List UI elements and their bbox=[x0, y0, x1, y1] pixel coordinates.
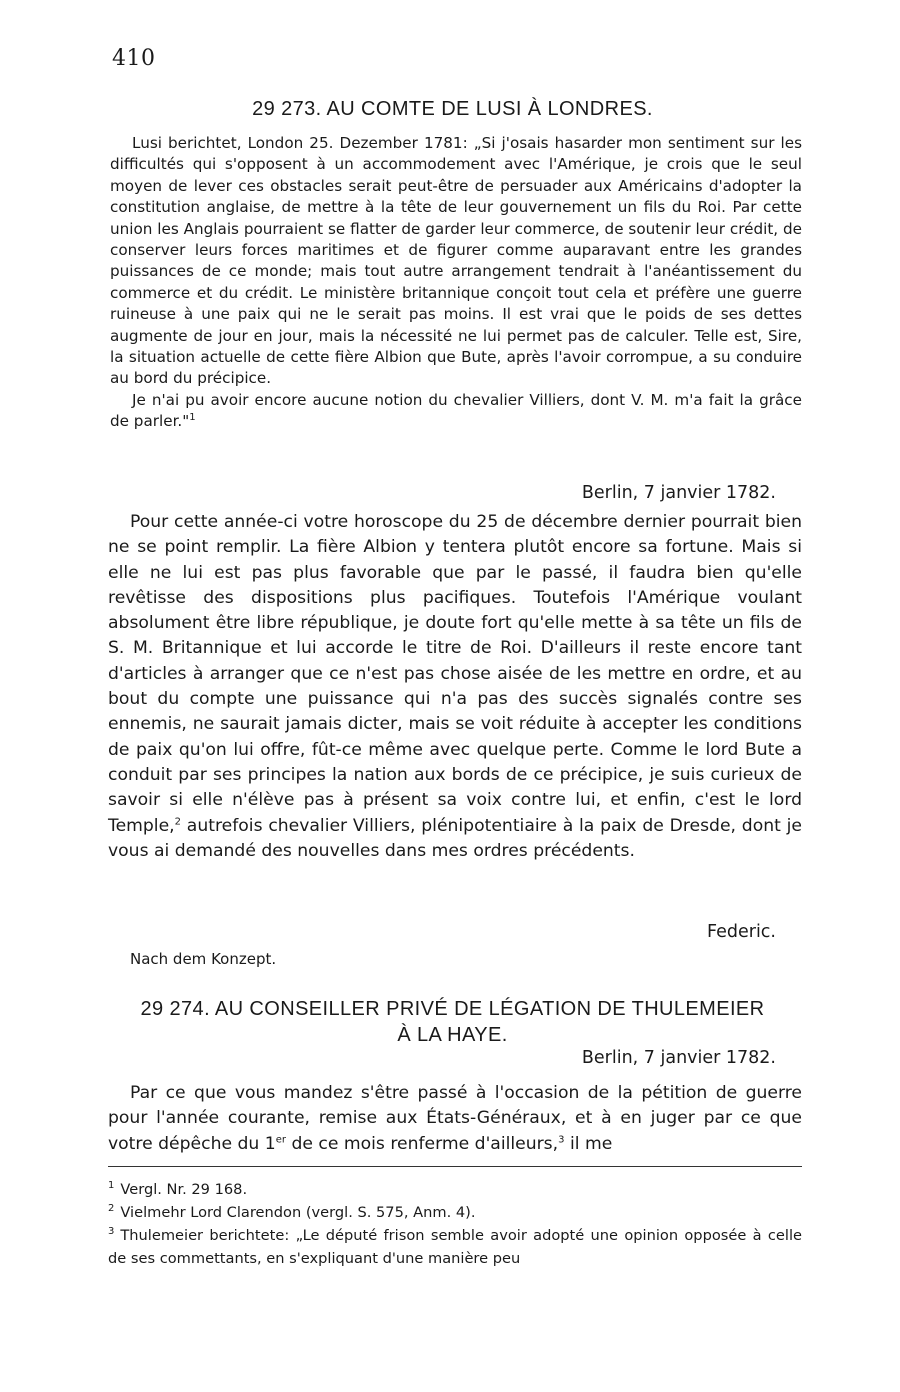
footnote-text: Vielmehr Lord Clarendon (vergl. S. 575, Anm. 4). bbox=[120, 1204, 476, 1221]
footnote-ref: 3 bbox=[558, 1133, 565, 1145]
letter-paragraph-text: Je n'ai pu avoir encore aucune notion du chevalier Villiers, dont V. M. m'a fait la grâce de parler." bbox=[110, 390, 802, 431]
body-paragraph-text: il me bbox=[564, 1133, 613, 1154]
source-note: Nach dem Konzept. bbox=[130, 950, 277, 968]
footnote bbox=[108, 1224, 802, 1270]
superscript-suffix: er bbox=[275, 1133, 286, 1145]
body-text bbox=[108, 1081, 802, 1157]
footnote bbox=[108, 1201, 802, 1224]
body-paragraph bbox=[108, 1081, 802, 1157]
footnote-mark: 3 bbox=[108, 1226, 115, 1238]
footnote-mark: 1 bbox=[108, 1180, 115, 1192]
letter-excerpt bbox=[110, 133, 802, 433]
body-paragraph-text: autrefois chevalier Villiers, plénipotentiaire à la paix de Dresde, dont je vous ai demandé des nouvelles dans mes ordres précédents. bbox=[108, 815, 802, 861]
footnote-text: Vergl. Nr. 29 168. bbox=[120, 1181, 248, 1198]
dateline: Berlin, 7 janvier 1782. bbox=[581, 1048, 776, 1068]
body-paragraph-text: de ce mois renferme d'ailleurs, bbox=[285, 1133, 559, 1154]
dateline: Berlin, 7 janvier 1782. bbox=[581, 483, 776, 503]
letter-paragraph bbox=[110, 390, 802, 433]
footnote-ref: 1 bbox=[189, 412, 196, 424]
body-text bbox=[108, 510, 802, 864]
body-paragraph-text: Par ce que vous mandez s'être passé à l'occasion de la pétition de guerre pour l'année courante, remise aux États-Généraux, et à en juger par ce que votre dépêche du 1 bbox=[108, 1083, 802, 1154]
document-heading: 29 273. AU COMTE DE LUSI À LONDRES. bbox=[252, 98, 653, 120]
page-number: 410 bbox=[112, 46, 156, 71]
signature: Federic. bbox=[707, 922, 776, 942]
footnote-mark: 2 bbox=[108, 1203, 115, 1215]
footnote-text: Thulemeier berichtete: „Le député frison semble avoir adopté une opinion opposée à celle de ses commettants, en s'expliquant d'une manière peu bbox=[108, 1227, 802, 1267]
body-paragraph bbox=[108, 510, 802, 864]
body-paragraph-text: Pour cette année-ci votre horoscope du 25 de décembre dernier pourrait bien ne se point remplir. La fière Albion y tentera plutôt encore sa fortune. Mais si elle ne lui est pas plus favorable que par le passé, il faudra bien qu'elle revêtisse des dispositions plus pacifiques. Toutefois l'Amérique voulant absolument être libre république, je doute fort qu'elle mette à sa tête un fils de S. M. Britannique et lui accorde le titre de Roi. D'ailleurs il reste encore tant d'articles à arranger que ce n'est pas chose aisée de les mettre en ordre, et au bout du compte une puissance qui n'a pas des succès signalés contre ses ennemis, ne saurait jamais dicter, mais se voit réduite à accepter les conditions de paix qu'on lui offre, fût-ce même avec quelque perte. Comme le lord Bute a conduit par ses principes la nation aux bords de ce précipice, je suis curieux de savoir si elle n'élève pas à présent sa voix contre lui, et enfin, c'est le lord Temple, bbox=[108, 512, 802, 836]
footnote-ref: 2 bbox=[174, 815, 181, 827]
heading-line: 29 274. AU CONSEILLER PRIVÉ DE LÉGATION DE THULEMEIER bbox=[140, 998, 765, 1020]
letter-paragraph: Lusi berichtet, London 25. Dezember 1781: „Si j'osais hasarder mon sentiment sur les difficultés qui s'opposent à un accommodement avec l'Amérique, je crois que le seul moyen de lever ces obstacles serait peut-être de persuader aux Américains d'adopter la constitution anglaise, de mettre à la tête de leur gouvernement un fils du Roi. Par cette union les Anglais pourraient se flatter de garder leur commerce, de soutenir leur crédit, de conserver leurs forces maritimes et de figurer comme auparavant entre les grandes puissances de ce monde; mais tout autre arrangement tendrait à l'anéantissement du commerce et du crédit. Le ministère britannique conçoit tout cela et préfère une guerre ruineuse à une paix qui ne le serait pas moins. Il est vrai que le poids de ses dettes augmente de jour en jour, mais la nécessité ne lui permet pas de calculer. Telle est, Sire, la situation actuelle de cette fière Albion que Bute, après l'avoir corrompue, a su conduire au bord du précipice. bbox=[110, 134, 802, 388]
footnote bbox=[108, 1178, 802, 1201]
heading-line: À LA HAYE. bbox=[397, 1024, 508, 1046]
footnote-rule bbox=[108, 1166, 802, 1167]
footnotes bbox=[108, 1178, 802, 1270]
document-heading bbox=[105, 996, 800, 1048]
